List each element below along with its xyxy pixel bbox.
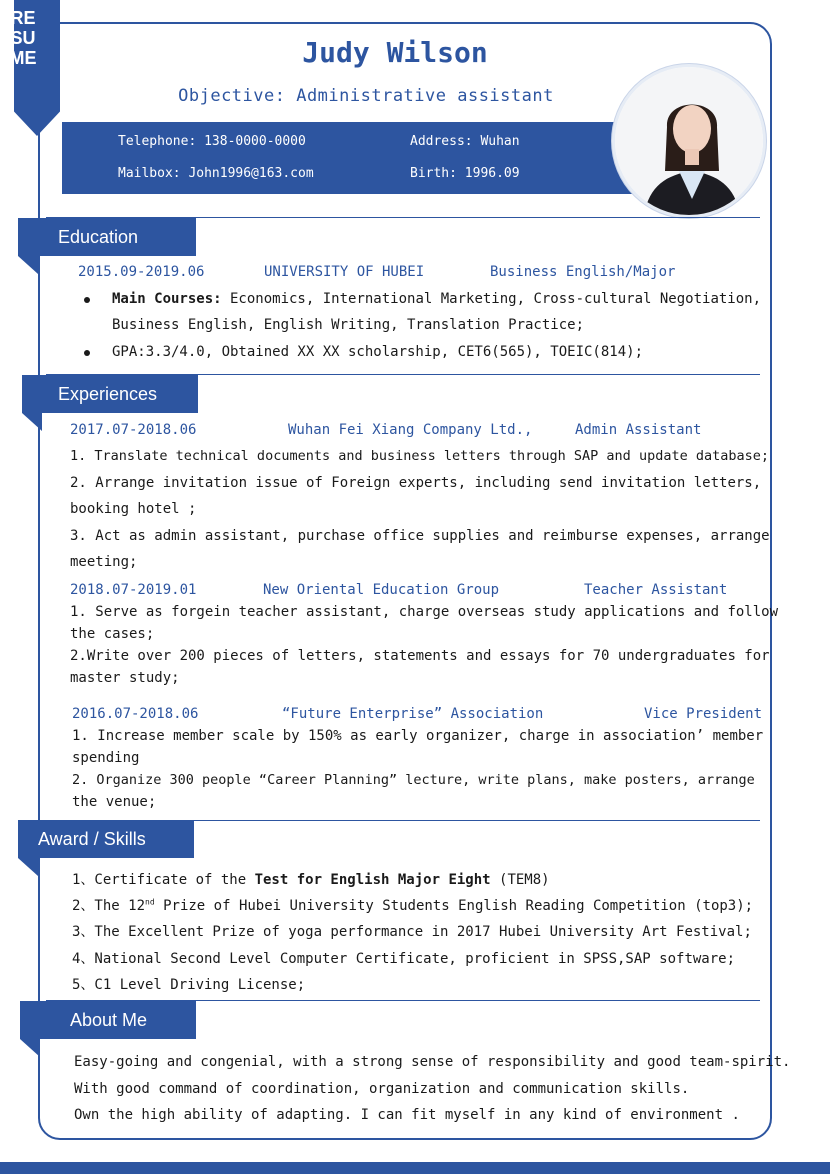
experience-company: Wuhan Fei Xiang Company Ltd.,: [288, 422, 533, 438]
award-text: Prize of Hubei University Students English Reading Competition (top3);: [154, 898, 754, 914]
ordinal-suffix: nd: [145, 897, 155, 907]
section-header-awards: Award / Skills: [18, 820, 194, 858]
education-school: UNIVERSITY OF HUBEI: [264, 264, 425, 280]
award-item: 4、National Second Level Computer Certificate, proficient in SPSS,SAP software;: [72, 951, 736, 967]
award-text: 1、Certificate of the: [72, 872, 255, 888]
address: Address: Wuhan: [410, 134, 520, 149]
experience-detail: the venue;: [72, 794, 157, 810]
experience-detail: meeting;: [70, 554, 138, 570]
bullet: [84, 350, 90, 356]
candidate-name: Judy Wilson: [302, 36, 488, 69]
award-text: (TEM8): [490, 872, 550, 888]
award-item: 5、C1 Level Driving License;: [72, 977, 306, 993]
experience-company: New Oriental Education Group: [263, 582, 500, 598]
courses-line-2: Business English, English Writing, Translation Practice;: [112, 317, 585, 333]
telephone: Telephone: 138-0000-0000: [118, 134, 306, 149]
courses-line-1: [112, 291, 761, 307]
experience-detail: 2. Arrange invitation issue of Foreign experts, including send invitation letters,: [70, 475, 762, 491]
award-item: [72, 869, 550, 889]
portrait-image: [615, 67, 766, 218]
tab-fold: [22, 413, 42, 431]
experience-company: “Future Enterprise” Association: [282, 706, 544, 722]
courses-label: Main Courses:: [112, 291, 222, 307]
education-major: Business English/Major: [490, 264, 676, 280]
award-item: [72, 895, 753, 915]
resume-ribbon-label: RESUME: [9, 8, 37, 68]
experience-role: Vice President: [644, 706, 763, 722]
section-header-about: About Me: [20, 1001, 196, 1039]
experience-detail: 2.Write over 200 pieces of letters, statements and essays for 70 undergraduates for: [70, 648, 770, 664]
experience-detail: the cases;: [70, 626, 155, 642]
award-item: 3、The Excellent Prize of yoga performance in 2017 Hubei University Art Festival;: [72, 924, 752, 940]
experience-detail: 1. Serve as forgein teacher assistant, charge overseas study applications and follow: [70, 604, 779, 620]
section-header-experiences: Experiences: [22, 375, 198, 413]
section-header-education: Education: [18, 218, 196, 256]
objective: Objective: Administrative assistant: [178, 86, 554, 106]
gpa-line: GPA:3.3/4.0, Obtained XX XX scholarship, CET6(565), TOEIC(814);: [112, 344, 644, 360]
experience-detail: 3. Act as admin assistant, purchase office supplies and reimburse expenses, arrange: [70, 528, 770, 544]
experience-detail: master study;: [70, 670, 180, 686]
experience-detail: 1. Translate technical documents and business letters through SAP and update database;: [70, 448, 769, 464]
about-line: With good command of coordination, organization and communication skills.: [74, 1081, 690, 1097]
tab-fold: [20, 1039, 40, 1057]
experience-detail: 1. Increase member scale by 150% as early organizer, charge in association’ member: [72, 728, 764, 744]
experience-detail: spending: [72, 750, 140, 766]
bullet: [84, 297, 90, 303]
experience-detail: booking hotel ;: [70, 501, 197, 517]
about-line: Own the high ability of adapting. I can fit myself in any kind of environment .: [74, 1107, 740, 1123]
experience-period: 2018.07-2019.01: [70, 582, 197, 598]
award-text: 2、The 12: [72, 898, 146, 914]
experience-period: 2016.07-2018.06: [72, 706, 199, 722]
tab-fold: [18, 858, 38, 876]
education-period: 2015.09-2019.06: [78, 264, 205, 280]
tab-fold: [18, 256, 38, 274]
experience-role: Teacher Assistant: [584, 582, 728, 598]
courses-list: Economics, International Marketing, Cross-cultural Negotiation,: [221, 291, 762, 307]
contact-panel: [62, 122, 702, 194]
profile-photo: [612, 64, 766, 218]
experience-role: Admin Assistant: [575, 422, 702, 438]
birth: Birth: 1996.09: [410, 166, 520, 181]
award-highlight: Test for English Major Eight: [254, 872, 491, 888]
mailbox: Mailbox: John1996@163.com: [118, 166, 314, 181]
experience-detail: 2. Organize 300 people “Career Planning” lecture, write plans, make posters, arrange: [72, 772, 755, 788]
about-line: Easy-going and congenial, with a strong sense of responsibility and good team-spirit.: [74, 1054, 791, 1070]
experience-period: 2017.07-2018.06: [70, 422, 197, 438]
footer-bar: [0, 1162, 830, 1174]
